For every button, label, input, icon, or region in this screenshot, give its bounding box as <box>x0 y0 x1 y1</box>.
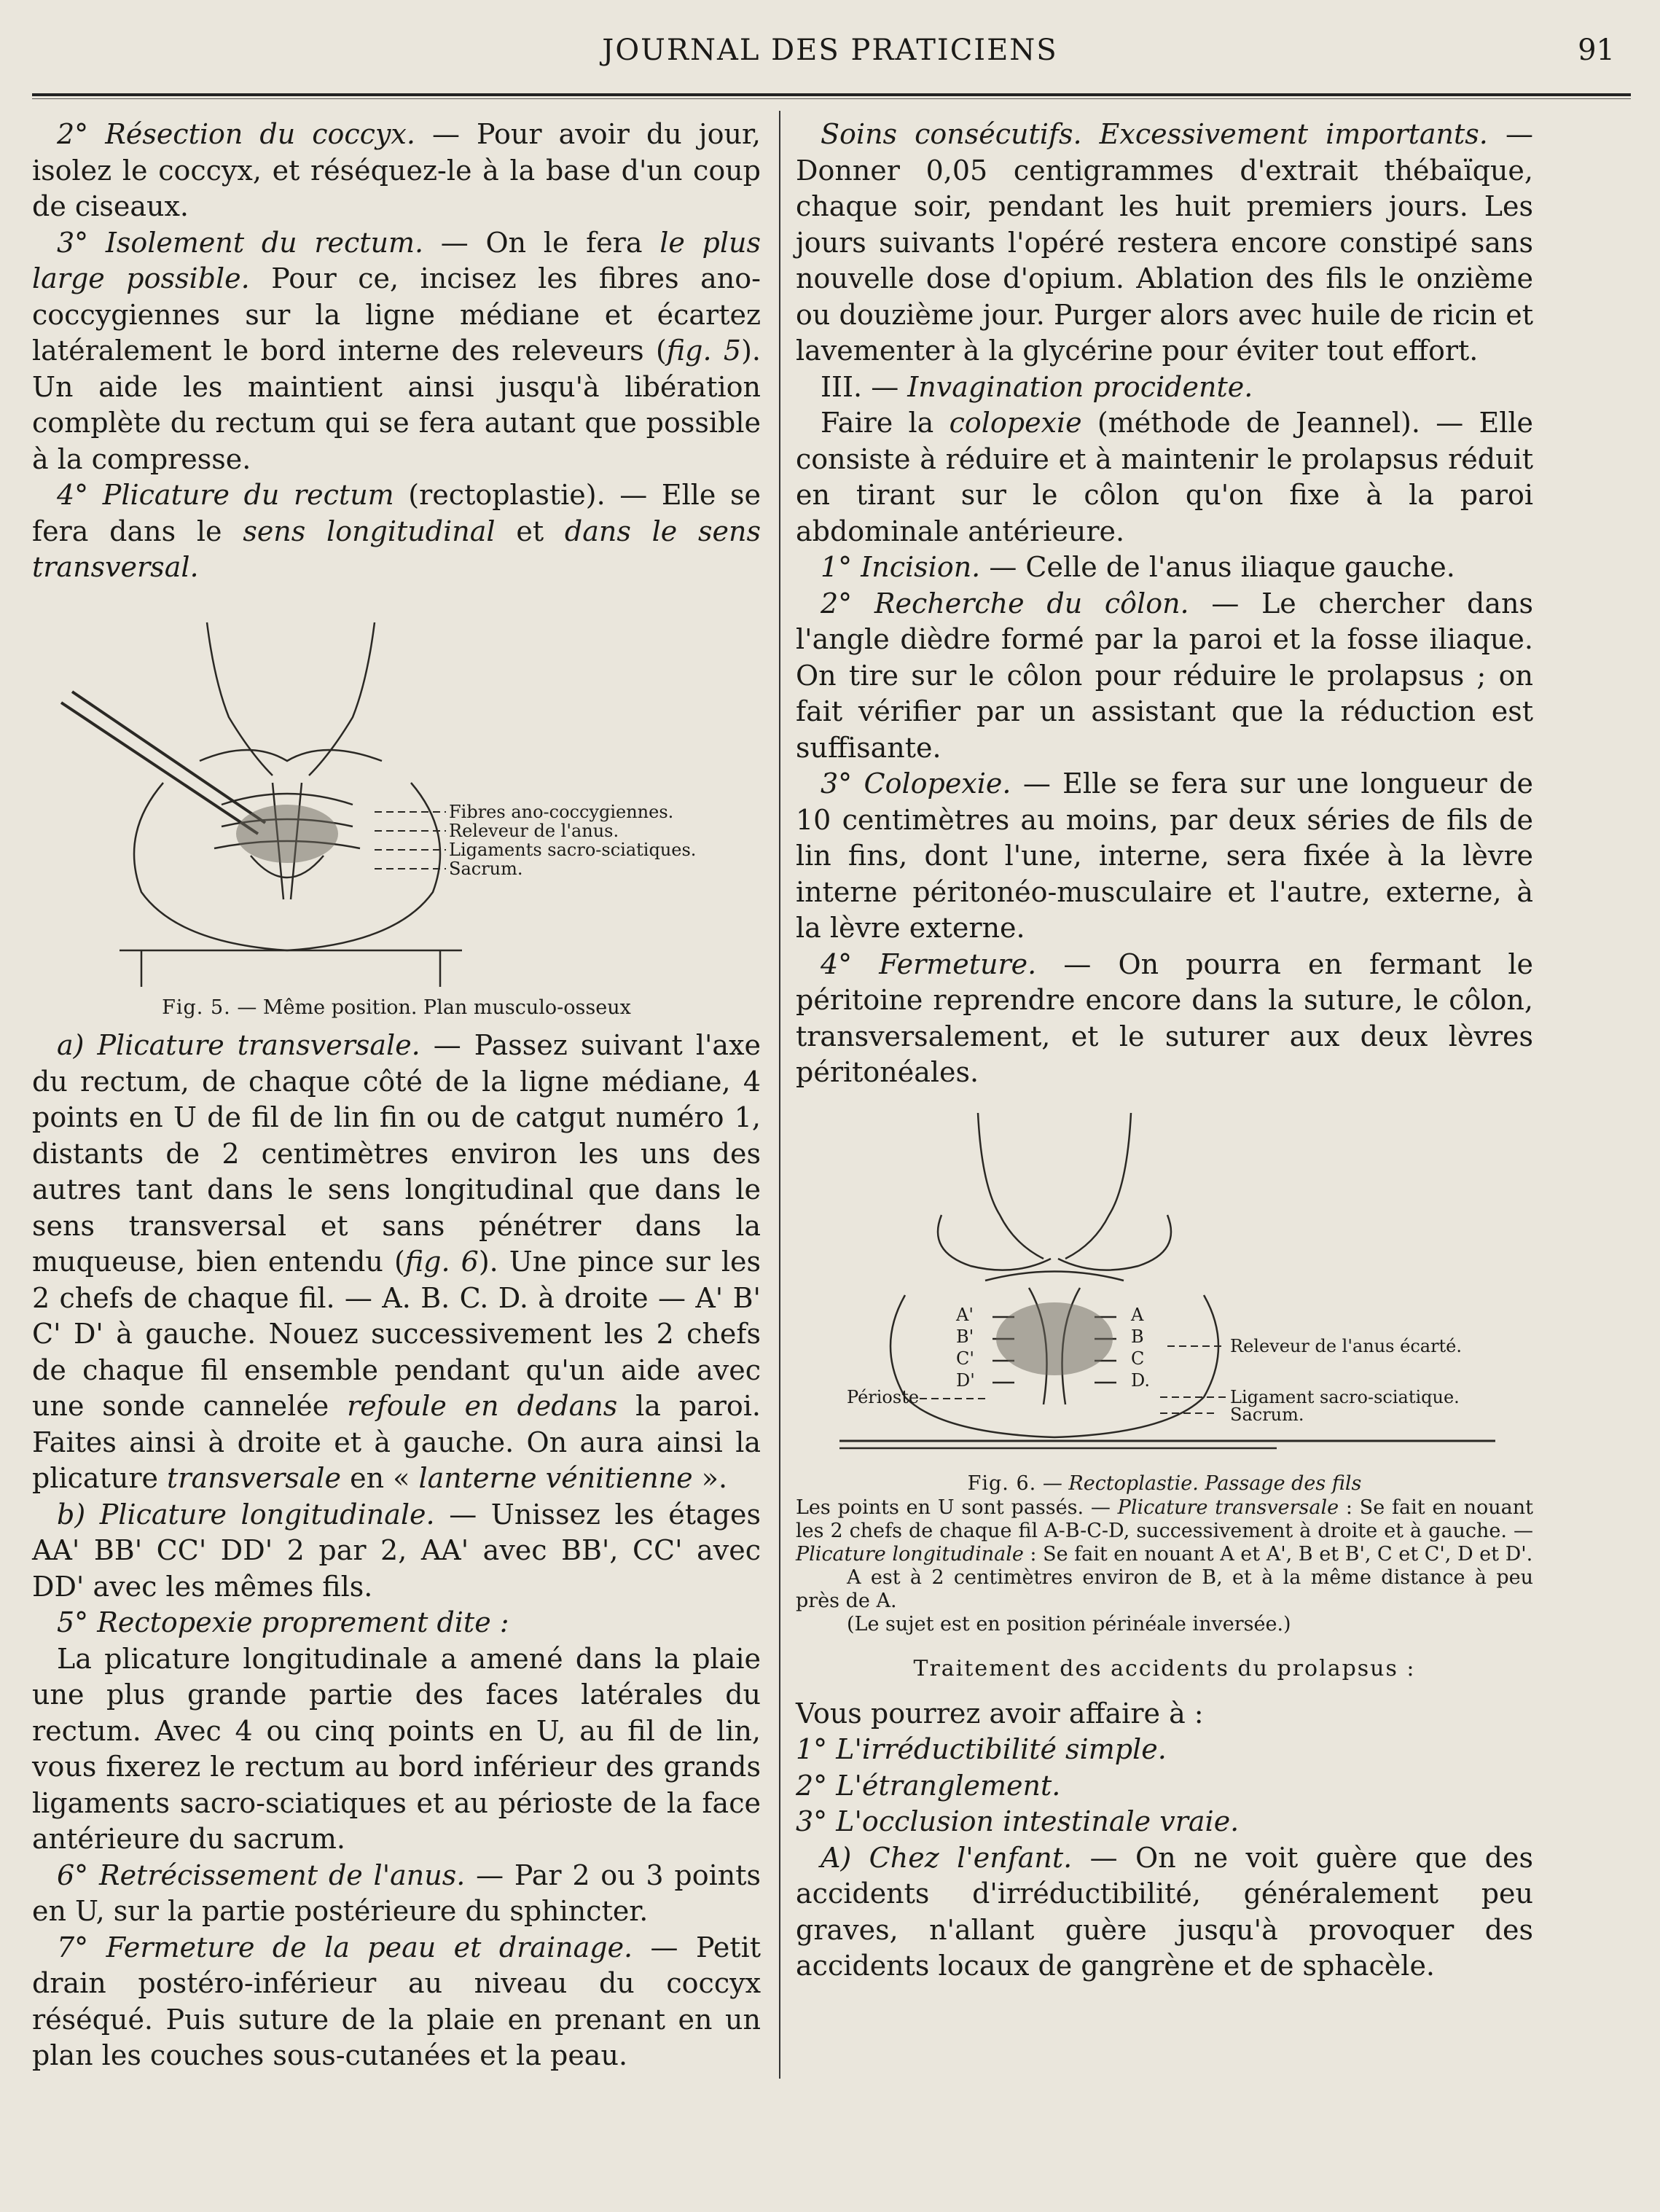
paragraph-plicature-longitudinale <box>32 1497 761 1606</box>
figure-6-point-label: A' <box>956 1304 974 1325</box>
page-header <box>29 34 1631 77</box>
paragraph-lead: 5° Rectopexie proprement dite : <box>57 1606 509 1638</box>
section-number: III. — <box>821 370 908 403</box>
legend-text: : Se fait en nouant A et A', B et B', C et C', D et D'. <box>1023 1543 1533 1566</box>
paragraph-text: — Unissez les étages AA' BB' CC' DD' 2 par 2, AA' avec BB', CC' avec DD' avec les mêmes fils. <box>32 1498 762 1603</box>
paragraph-enfant <box>796 1840 1533 1985</box>
emphasis: colopexie <box>949 407 1082 439</box>
paragraph-lead: Invagination procidente. <box>907 370 1253 403</box>
paragraph-incision <box>796 550 1533 586</box>
figure-6-label: Ligament sacro-sciatique. <box>1230 1386 1460 1407</box>
paragraph-recherche-colon <box>796 586 1533 767</box>
emphasis: refoule en dedans <box>347 1390 618 1422</box>
paragraph-text: ». <box>692 1462 728 1494</box>
figure-reference: fig. 6 <box>404 1246 479 1278</box>
paragraph-colopexie <box>796 766 1533 947</box>
legend-emphasis: Plicature longitudinale <box>796 1543 1024 1566</box>
paragraph-soins <box>796 117 1533 370</box>
paragraph-text: — On pourra en fermant le péritoine reprendre encore dans la suture, le côlon, transversalement, et le suturer aux deux lèvres péritonéales. <box>796 947 1533 1088</box>
paragraph-lead: 3° Colopexie. <box>821 767 1011 800</box>
paragraph-text: et <box>495 515 565 547</box>
paragraph-lead: 4° Fermeture. <box>821 947 1037 980</box>
figure-5-label: Fibres ano-coccygiennes. <box>449 801 674 822</box>
paragraph-text: (rectoplastie). — Elle se fera dans le <box>32 479 761 547</box>
legend-text: Les points en U sont passés. — <box>796 1496 1118 1519</box>
list-item: 2° L'étranglement. <box>796 1769 1061 1802</box>
figure-5 <box>32 593 761 1021</box>
paragraph-colopexie-intro <box>796 405 1533 550</box>
journal-title: JOURNAL DES PRATICIENS <box>602 34 1058 67</box>
paragraph-text: Pour ce, incisez les fibres ano-coccygiennes sur la ligne médiane et écartez latéralement le bord interne des releveurs ( <box>32 262 761 367</box>
paragraph-lead: Soins consécutifs. Excessivement importants. <box>821 118 1488 150</box>
figure-6-legend-position: (Le sujet est en position périnéale inversée.) <box>847 1613 1291 1635</box>
figure-caption-text: — Même position. Plan musculo-osseux <box>230 996 631 1019</box>
paragraph-lead: b) Plicature longitudinale. <box>57 1498 435 1531</box>
paragraph-text: — Pour avoir du jour, isolez le coccyx, et réséquez-le à la base d'un coup de ciseaux. <box>32 118 762 222</box>
paragraph-lead: 2° Résection du coccyx. <box>57 118 415 150</box>
emphasis: sens longitudinal <box>243 515 496 547</box>
figure-6-caption <box>796 1472 1533 1496</box>
figure-6-label-perioste: Périoste <box>847 1386 920 1407</box>
figure-6-legend-distance: A est à 2 centimètres environ de B, et à la même distance à peu près de A. <box>796 1566 1533 1612</box>
paragraph-lead: 4° Plicature du rectum <box>57 479 394 511</box>
page-number: 91 <box>1578 34 1615 67</box>
emphasis: lanterne vénitienne <box>418 1462 693 1494</box>
paragraph-rectopexie-heading <box>32 1605 761 1641</box>
figure-5-caption <box>32 996 761 1020</box>
figure-caption-text: — Rectoplastie. Passage des fils <box>1036 1472 1362 1495</box>
paragraph-text: la paroi. Faites ainsi à droite et à gauche. On aura ainsi la plicature <box>32 1390 761 1494</box>
figure-reference: fig. 5 <box>666 335 742 367</box>
figure-6-point-label: C <box>1131 1348 1145 1369</box>
paragraph-resection <box>32 117 761 225</box>
paragraph-lead: 6° Retrécissement de l'anus. <box>57 1859 466 1891</box>
paragraph-text: — Elle se fera sur une longueur de 10 centimètres au moins, par deux séries de fils de lin fins, dont l'une, interne, sera fixée à la lèvre interne péritonéo-musculaire et l'autre, externe, à la lèvre externe. <box>796 767 1533 944</box>
paragraph-lead: 3° Isolement du rectum. <box>57 226 424 259</box>
paragraph-lead: 7° Fermeture de la peau et drainage. <box>57 1931 633 1963</box>
figure-6-point-label: C' <box>956 1348 974 1369</box>
paragraph-text: ). Un aide les maintient ainsi jusqu'à libération complète du rectum qui se fera autant que possible à la compresse. <box>32 335 761 475</box>
paragraph-text: en « <box>341 1462 419 1494</box>
paragraph-affaire: Vous pourrez avoir affaire à : <box>796 1697 1204 1730</box>
section-title-accidents: Traitement des accidents du prolapsus : <box>913 1656 1416 1681</box>
list-item: 1° L'irréductibilité simple. <box>796 1733 1167 1765</box>
figure-5-label: Releveur de l'anus. <box>449 820 619 841</box>
figure-6-point-label: B <box>1131 1326 1144 1347</box>
paragraph-text: — Petit drain postéro-inférieur au niveau du coccyx réséqué. Puis suture de la plaie en prenant en un plan les couches sous-cutanées et la peau. <box>32 1931 762 2071</box>
emphasis: le plus large possible. <box>32 226 761 294</box>
column-divider <box>779 111 780 2079</box>
paragraph-text: — On ne voit guère que des accidents d'irréductibilité, généralement peu graves, n'allant guère jusqu'à provoquer des accidents locaux de gangrène et de sphacèle. <box>796 1841 1533 1982</box>
figure-caption-label: Fig. 5. <box>162 996 231 1019</box>
paragraph-lead: a) Plicature transversale. <box>57 1029 420 1061</box>
paragraph-isolement <box>32 225 761 478</box>
left-column <box>32 117 761 2074</box>
paragraph-lead: 2° Recherche du côlon. <box>821 587 1189 620</box>
paragraph-fermeture-peau <box>32 1930 761 2074</box>
figure-6-drawing <box>796 1098 1533 1463</box>
figure-5-drawing <box>32 593 761 987</box>
paragraph-text: La plicature longitudinale a amené dans la plaie une plus grande partie des faces latérales du rectum. Avec 4 ou cinq points en U, au fil de lin, vous fixerez le rectum au bord inférieur des grands ligaments sacro-sciatiques et au périoste de la face antérieure du sacrum. <box>32 1642 761 1855</box>
figure-6-point-label: A <box>1131 1304 1144 1325</box>
paragraph-text: — Le chercher dans l'angle dièdre formé par la paroi et la fosse iliaque. On tire sur le côlon pour réduire le prolapsus ; on fait vérifier par un assistant que la réduction est suffisante. <box>796 587 1534 764</box>
figure-6-point-label: D' <box>956 1369 975 1391</box>
figure-6-label: Sacrum. <box>1230 1404 1304 1425</box>
paragraph-lead: 1° Incision. <box>821 551 981 583</box>
figure-6-legend <box>796 1496 1533 1566</box>
legend-emphasis: Plicature transversale <box>1117 1496 1339 1519</box>
list-item: 3° L'occlusion intestinale vraie. <box>796 1805 1240 1837</box>
figure-6 <box>796 1098 1533 1637</box>
figure-6-label: Releveur de l'anus écarté. <box>1230 1335 1463 1356</box>
figure-6-point-label: D. <box>1131 1369 1151 1391</box>
paragraph-invagination <box>796 370 1533 406</box>
figure-caption-label: Fig. 6. <box>967 1472 1037 1495</box>
figure-5-label: Ligaments sacro-sciatiques. <box>449 839 697 860</box>
figure-5-label: Sacrum. <box>449 858 523 879</box>
legend-text: : Se fait en nouant les 2 chefs de chaque fil A-B-C-D, successivement à droite et à gauche. — <box>796 1496 1533 1542</box>
paragraph-plicature-transversale <box>32 1028 761 1497</box>
emphasis: transversale <box>167 1462 342 1494</box>
emphasis: dans le sens transversal. <box>32 515 761 583</box>
paragraph-text: — Celle de l'anus iliaque gauche. <box>980 551 1455 583</box>
paragraph-text: — Donner 0,05 centigrammes d'extrait thébaïque, chaque soir, pendant les huit premiers jours. Les jours suivants l'opéré restera encore constipé sans nouvelle dose d'opium. Ablation des fils le onzième ou douzième jour. Purger alors avec huile de ricin et lavementer à la glycérine pour éviter tout effort. <box>796 118 1533 367</box>
paragraph-text: — On le fera <box>423 226 660 259</box>
header-rule <box>32 93 1631 96</box>
paragraph-text: ). Une pince sur les 2 chefs de chaque fil. — A. B. C. D. à droite — A' B' C' D' à gauche. Nouez successivement les 2 chefs de chaque fil ensemble pendant qu'un aide avec une sonde cannelée <box>32 1246 761 1422</box>
paragraph-plicature <box>32 477 761 586</box>
right-column <box>796 117 1533 1985</box>
figure-6-point-label: B' <box>956 1326 974 1347</box>
paragraph-text: — Passez suivant l'axe du rectum, de chaque côté de la ligne médiane, 4 points en U de fil de lin fin ou de catgut numéro 1, distants de 2 centimètres environ les uns des autres tant dans le sens longitudinal que dans le sens transversal et sans pénétrer dans la muqueuse, bien entendu ( <box>32 1029 762 1278</box>
paragraph-text: (méthode de Jeannel). — Elle consiste à réduire et à maintenir le prolapsus réduit en tirant sur le côlon qu'on fixe à la paroi abdominale antérieure. <box>796 407 1533 547</box>
header-rule-thin <box>32 98 1631 99</box>
paragraph-fermeture <box>796 947 1533 1091</box>
paragraph-text: Faire la <box>821 407 950 439</box>
paragraph-lead: A) Chez l'enfant. <box>821 1841 1073 1874</box>
paragraph-text: — Par 2 ou 3 points en U, sur la partie postérieure du sphincter. <box>32 1859 761 1927</box>
paragraph-retrecissement <box>32 1858 761 1930</box>
paragraph-rectopexie <box>32 1641 761 1858</box>
